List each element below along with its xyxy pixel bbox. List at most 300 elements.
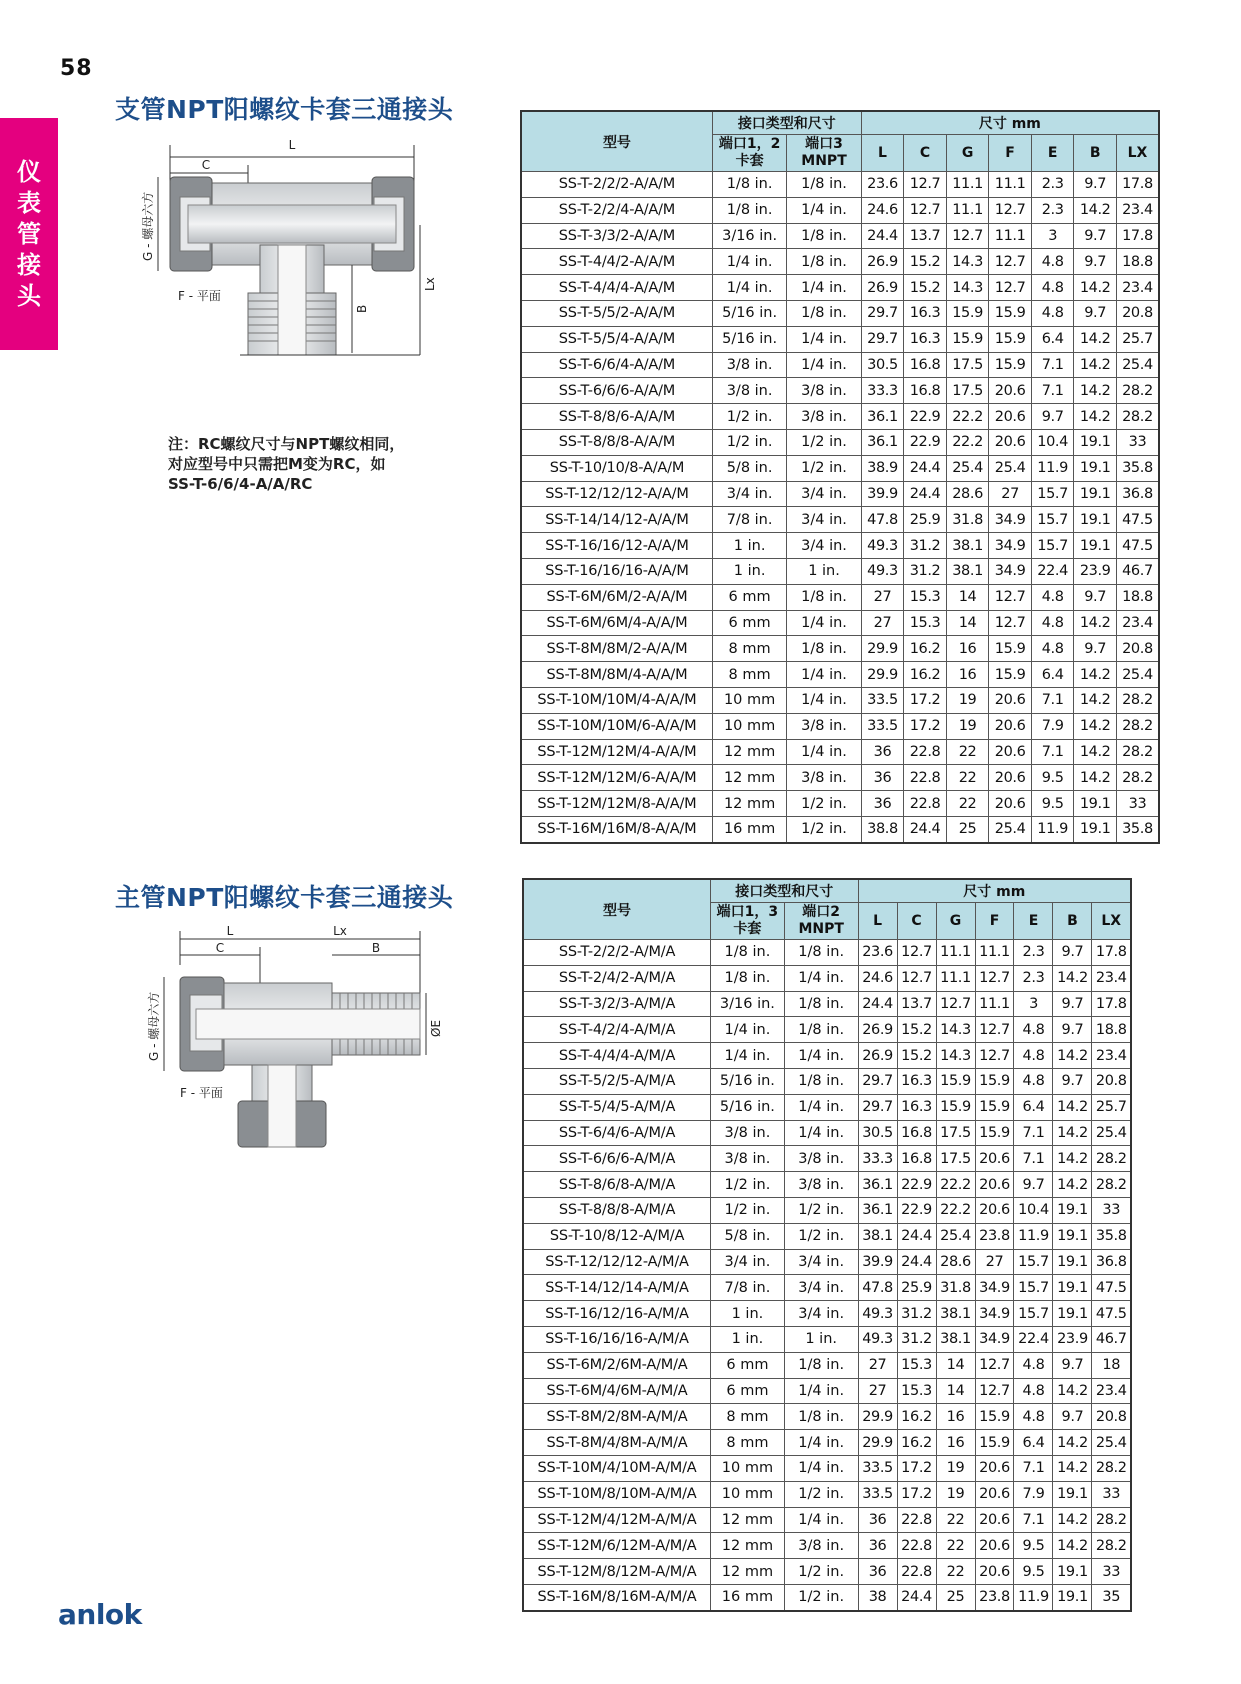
table-row: [521, 687, 1159, 713]
cell-model: SS-T-3/3/2-A/A/M: [521, 223, 712, 249]
cell-dim-c: 15.2: [904, 275, 947, 301]
cell-dim-b: 19.1: [1074, 533, 1117, 559]
cell-dim-l: 38: [858, 1584, 897, 1610]
table-row: [523, 1301, 1131, 1327]
cell-dim-b: 9.7: [1074, 636, 1117, 662]
cell-port-b: 1/2 in.: [784, 1559, 858, 1585]
cell-dim-f: 20.6: [989, 739, 1032, 765]
diagram2-label-F: F - 平面: [180, 1086, 223, 1100]
cell-port-a: 1/8 in.: [712, 197, 786, 223]
cell-port-a: 7/8 in.: [711, 1275, 785, 1301]
brand-logo: anlok: [58, 1598, 142, 1631]
cell-dim-b: 14.2: [1053, 965, 1092, 991]
cell-dim-g: 15.9: [946, 326, 989, 352]
cell-dim-f: 12.7: [975, 1017, 1014, 1043]
cell-dim-e: 9.7: [1014, 1172, 1053, 1198]
table-row: [521, 352, 1159, 378]
cell-port-a: 12 mm: [711, 1533, 785, 1559]
cell-dim-l: 47.8: [858, 1275, 897, 1301]
cell-model: SS-T-12/12/12-A/A/M: [521, 481, 712, 507]
cell-dim-f: 12.7: [989, 275, 1032, 301]
cell-dim-b: 23.9: [1053, 1326, 1092, 1352]
cell-dim-lx: 20.8: [1092, 1404, 1131, 1430]
table-row: [523, 1249, 1131, 1275]
cell-model: SS-T-5/5/4-A/A/M: [521, 326, 712, 352]
cell-dim-e: 10.4: [1014, 1197, 1053, 1223]
cell-dim-l: 27: [858, 1378, 897, 1404]
cell-dim-b: 14.2: [1074, 352, 1117, 378]
cell-dim-l: 27: [861, 610, 904, 636]
cell-dim-f: 11.1: [975, 940, 1014, 966]
cell-dim-l: 36: [858, 1559, 897, 1585]
cell-dim-c: 16.2: [904, 636, 947, 662]
cell-model: SS-T-16/16/16-A/A/M: [521, 558, 712, 584]
cell-dim-c: 22.8: [897, 1559, 936, 1585]
cell-model: SS-T-2/4/2-A/M/A: [523, 965, 711, 991]
cell-dim-lx: 33: [1092, 1197, 1131, 1223]
cell-port-a: 1/2 in.: [712, 429, 786, 455]
cell-dim-c: 17.2: [904, 687, 947, 713]
cell-model: SS-T-4/4/4-A/M/A: [523, 1043, 711, 1069]
cell-dim-f: 20.6: [975, 1172, 1014, 1198]
cell-dim-b: 14.2: [1053, 1146, 1092, 1172]
diagram2-label-G: G - 螺母六方: [147, 991, 161, 1061]
cell-port-b: 3/4 in.: [784, 1275, 858, 1301]
cell-dim-e: 4.8: [1014, 1404, 1053, 1430]
rc-thread-note: 注：RC螺纹尺寸与NPT螺纹相同，对应型号中只需把M变为RC，如SS-T-6/6/4-A/A/RC: [168, 435, 405, 493]
cell-dim-lx: 28.2: [1116, 378, 1159, 404]
cell-dim-e: 7.1: [1031, 352, 1074, 378]
cell-dim-c: 25.9: [897, 1275, 936, 1301]
cell-dim-c: 15.3: [897, 1378, 936, 1404]
header-dim-c: C: [897, 903, 936, 940]
page-number: 58: [60, 56, 93, 81]
cell-dim-c: 31.2: [897, 1301, 936, 1327]
cell-dim-lx: 36.8: [1116, 481, 1159, 507]
cell-model: SS-T-8/8/8-A/A/M: [521, 429, 712, 455]
cell-dim-l: 29.7: [861, 326, 904, 352]
cell-dim-l: 33.3: [858, 1146, 897, 1172]
table-row: [521, 816, 1159, 842]
cell-port-a: 3/8 in.: [712, 378, 786, 404]
cell-port-b: 1/8 in.: [787, 223, 861, 249]
cell-model: SS-T-3/2/3-A/M/A: [523, 991, 711, 1017]
cell-port-a: 3/8 in.: [711, 1146, 785, 1172]
header-dim-lx: LX: [1092, 903, 1131, 940]
cell-dim-lx: 28.2: [1092, 1507, 1131, 1533]
cell-dim-b: 14.2: [1074, 404, 1117, 430]
cell-dim-e: 4.8: [1014, 1043, 1053, 1069]
cell-dim-e: 7.1: [1014, 1507, 1053, 1533]
table-row: [521, 610, 1159, 636]
cell-dim-c: 22.9: [904, 429, 947, 455]
cell-port-b: 1/8 in.: [784, 1017, 858, 1043]
cell-dim-g: 22: [936, 1507, 975, 1533]
cell-model: SS-T-10M/8/10M-A/M/A: [523, 1481, 711, 1507]
cell-dim-f: 25.4: [989, 816, 1032, 842]
cell-dim-g: 31.8: [946, 507, 989, 533]
cell-dim-c: 31.2: [897, 1326, 936, 1352]
diagram2-label-C: C: [215, 941, 225, 955]
cell-dim-l: 36: [861, 739, 904, 765]
cell-port-a: 1/4 in.: [712, 249, 786, 275]
cell-dim-c: 15.2: [897, 1017, 936, 1043]
table-row: [521, 765, 1159, 791]
cell-dim-f: 20.6: [989, 713, 1032, 739]
cell-dim-f: 34.9: [975, 1326, 1014, 1352]
cell-dim-lx: 35.8: [1116, 816, 1159, 842]
cell-model: SS-T-16M/8/16M-A/M/A: [523, 1584, 711, 1610]
cell-dim-c: 24.4: [904, 481, 947, 507]
cell-dim-g: 11.1: [936, 965, 975, 991]
cell-dim-f: 12.7: [989, 584, 1032, 610]
cell-dim-g: 19: [946, 713, 989, 739]
cell-model: SS-T-14/14/12-A/A/M: [521, 507, 712, 533]
cell-dim-f: 20.6: [989, 404, 1032, 430]
cell-dim-b: 14.2: [1074, 713, 1117, 739]
cell-dim-b: 14.2: [1074, 197, 1117, 223]
cell-dim-c: 22.9: [897, 1172, 936, 1198]
cell-dim-e: 10.4: [1031, 429, 1074, 455]
table-row: [521, 739, 1159, 765]
cell-dim-lx: 20.8: [1116, 300, 1159, 326]
cell-model: SS-T-6/6/6-A/A/M: [521, 378, 712, 404]
cell-dim-c: 22.8: [904, 739, 947, 765]
cell-dim-f: 15.9: [975, 1120, 1014, 1146]
cell-dim-b: 14.2: [1074, 662, 1117, 688]
cell-dim-b: 9.7: [1053, 1017, 1092, 1043]
header-port-group: 接口类型和尺寸: [712, 111, 861, 135]
cell-model: SS-T-12M/12M/6-A/A/M: [521, 765, 712, 791]
header-dim-lx: LX: [1116, 135, 1159, 172]
cell-dim-b: 14.2: [1053, 1430, 1092, 1456]
header-dim-group: 尺寸 mm: [858, 879, 1131, 903]
cell-dim-g: 19: [936, 1481, 975, 1507]
cell-port-b: 1/2 in.: [787, 791, 861, 817]
cell-dim-g: 38.1: [946, 533, 989, 559]
cell-port-a: 5/8 in.: [712, 455, 786, 481]
cell-model: SS-T-10M/10M/6-A/A/M: [521, 713, 712, 739]
cell-dim-b: 19.1: [1053, 1249, 1092, 1275]
cell-dim-g: 25.4: [946, 455, 989, 481]
cell-dim-g: 22.2: [946, 404, 989, 430]
cell-dim-g: 19: [946, 687, 989, 713]
cell-dim-c: 15.2: [904, 249, 947, 275]
cell-port-a: 7/8 in.: [712, 507, 786, 533]
cell-port-b: 1/4 in.: [784, 1507, 858, 1533]
cell-dim-lx: 46.7: [1116, 558, 1159, 584]
cell-dim-e: 2.3: [1014, 965, 1053, 991]
cell-dim-lx: 17.8: [1116, 223, 1159, 249]
cell-dim-b: 19.1: [1053, 1481, 1092, 1507]
table-row: [523, 1043, 1131, 1069]
cell-model: SS-T-8M/8M/4-A/A/M: [521, 662, 712, 688]
cell-dim-b: 14.2: [1074, 739, 1117, 765]
table-row: [521, 429, 1159, 455]
cell-dim-e: 15.7: [1014, 1249, 1053, 1275]
cell-port-b: 1 in.: [784, 1326, 858, 1352]
cell-dim-b: 9.7: [1053, 940, 1092, 966]
cell-dim-lx: 17.8: [1092, 991, 1131, 1017]
cell-dim-lx: 28.2: [1092, 1146, 1131, 1172]
cell-dim-f: 20.6: [989, 378, 1032, 404]
cell-port-a: 1/2 in.: [711, 1172, 785, 1198]
cell-dim-l: 33.5: [858, 1455, 897, 1481]
cell-dim-b: 9.7: [1053, 1068, 1092, 1094]
cell-dim-c: 22.9: [904, 404, 947, 430]
cell-dim-e: 11.9: [1014, 1584, 1053, 1610]
cell-dim-lx: 25.4: [1116, 662, 1159, 688]
cell-dim-l: 33.3: [861, 378, 904, 404]
table-row: [523, 1404, 1131, 1430]
diagram2-label-Lx: Lx: [333, 925, 347, 938]
cell-dim-b: 14.2: [1074, 610, 1117, 636]
header-port-b: 端口3 MNPT: [787, 135, 861, 172]
cell-dim-g: 17.5: [936, 1120, 975, 1146]
cell-dim-l: 26.9: [861, 275, 904, 301]
cell-port-a: 5/16 in.: [712, 300, 786, 326]
diagram2-label-E: ØE: [429, 1019, 443, 1037]
cell-dim-l: 38.9: [861, 455, 904, 481]
cell-model: SS-T-6M/6M/4-A/A/M: [521, 610, 712, 636]
side-tab-char: 头: [17, 281, 41, 310]
cell-dim-b: 14.2: [1053, 1533, 1092, 1559]
cell-dim-f: 11.1: [975, 991, 1014, 1017]
cell-dim-g: 14: [936, 1378, 975, 1404]
cell-dim-f: 20.6: [989, 765, 1032, 791]
cell-dim-e: 7.9: [1031, 713, 1074, 739]
header-dim-group: 尺寸 mm: [861, 111, 1159, 135]
cell-dim-b: 23.9: [1074, 558, 1117, 584]
cell-dim-f: 12.7: [989, 249, 1032, 275]
table-row: [523, 1120, 1131, 1146]
table-row: [523, 1146, 1131, 1172]
cell-dim-f: 34.9: [975, 1275, 1014, 1301]
cell-dim-f: 20.6: [975, 1559, 1014, 1585]
cell-port-b: 1/8 in.: [787, 636, 861, 662]
cell-dim-g: 17.5: [936, 1146, 975, 1172]
cell-dim-l: 27: [861, 584, 904, 610]
cell-dim-b: 19.1: [1074, 791, 1117, 817]
cell-port-b: 1/2 in.: [784, 1481, 858, 1507]
cell-port-b: 3/8 in.: [787, 378, 861, 404]
table-row: [521, 558, 1159, 584]
cell-port-a: 12 mm: [712, 791, 786, 817]
table-row: [521, 404, 1159, 430]
cell-dim-c: 16.8: [897, 1146, 936, 1172]
cell-port-a: 8 mm: [712, 636, 786, 662]
cell-dim-b: 19.1: [1053, 1584, 1092, 1610]
cell-dim-g: 17.5: [946, 352, 989, 378]
cell-dim-e: 15.7: [1014, 1275, 1053, 1301]
table-row: [521, 249, 1159, 275]
cell-dim-b: 14.2: [1074, 275, 1117, 301]
cell-model: SS-T-12M/6/12M-A/M/A: [523, 1533, 711, 1559]
cell-dim-e: 9.5: [1014, 1533, 1053, 1559]
cell-port-b: 1/4 in.: [787, 662, 861, 688]
cell-port-a: 1/8 in.: [711, 965, 785, 991]
cell-dim-g: 11.1: [946, 172, 989, 198]
cell-port-a: 10 mm: [711, 1481, 785, 1507]
cell-dim-c: 24.4: [904, 455, 947, 481]
cell-dim-b: 9.7: [1074, 584, 1117, 610]
cell-dim-e: 3: [1031, 223, 1074, 249]
cell-dim-b: 9.7: [1074, 300, 1117, 326]
table-row: [521, 662, 1159, 688]
cell-dim-g: 31.8: [936, 1275, 975, 1301]
cell-port-b: 3/4 in.: [787, 533, 861, 559]
cell-model: SS-T-8/6/8-A/M/A: [523, 1172, 711, 1198]
cell-dim-lx: 33: [1092, 1559, 1131, 1585]
cell-dim-g: 28.6: [936, 1249, 975, 1275]
cell-port-b: 1/2 in.: [784, 1223, 858, 1249]
cell-dim-c: 16.3: [904, 300, 947, 326]
cell-dim-g: 22: [946, 765, 989, 791]
table-row: [521, 197, 1159, 223]
cell-dim-b: 14.2: [1053, 1172, 1092, 1198]
cell-dim-e: 4.8: [1031, 584, 1074, 610]
cell-dim-c: 16.2: [897, 1430, 936, 1456]
cell-model: SS-T-4/4/2-A/A/M: [521, 249, 712, 275]
cell-port-a: 3/4 in.: [712, 481, 786, 507]
cell-model: SS-T-16M/16M/8-A/A/M: [521, 816, 712, 842]
cell-port-a: 12 mm: [712, 765, 786, 791]
cell-dim-l: 29.9: [861, 636, 904, 662]
cell-dim-c: 12.7: [904, 197, 947, 223]
cell-dim-l: 29.9: [858, 1404, 897, 1430]
cell-dim-lx: 28.2: [1116, 404, 1159, 430]
cell-dim-g: 22.2: [936, 1197, 975, 1223]
cell-port-b: 1/8 in.: [784, 1068, 858, 1094]
table-row: [521, 172, 1159, 198]
header-port-a: 端口1，2 卡套: [712, 135, 786, 172]
cell-port-a: 10 mm: [712, 713, 786, 739]
cell-dim-b: 19.1: [1074, 816, 1117, 842]
table-row: [521, 326, 1159, 352]
cell-dim-c: 22.8: [904, 765, 947, 791]
cell-dim-f: 12.7: [989, 197, 1032, 223]
table-row: [521, 275, 1159, 301]
cell-dim-lx: 28.2: [1092, 1455, 1131, 1481]
cell-dim-e: 7.9: [1014, 1481, 1053, 1507]
cell-dim-f: 20.6: [975, 1533, 1014, 1559]
table-row: [523, 1507, 1131, 1533]
cell-port-a: 8 mm: [711, 1430, 785, 1456]
cell-dim-lx: 25.4: [1116, 352, 1159, 378]
cell-dim-e: 11.9: [1031, 816, 1074, 842]
cell-dim-c: 13.7: [904, 223, 947, 249]
cell-dim-c: 12.7: [897, 940, 936, 966]
cell-dim-f: 20.6: [989, 429, 1032, 455]
cell-dim-lx: 17.8: [1116, 172, 1159, 198]
cell-dim-e: 6.4: [1014, 1094, 1053, 1120]
cell-model: SS-T-6M/2/6M-A/M/A: [523, 1352, 711, 1378]
cell-dim-c: 16.8: [897, 1120, 936, 1146]
cell-dim-g: 19: [936, 1455, 975, 1481]
header-dim-e: E: [1014, 903, 1053, 940]
cell-dim-c: 24.4: [897, 1584, 936, 1610]
header-dim-f: F: [975, 903, 1014, 940]
cell-dim-e: 4.8: [1014, 1068, 1053, 1094]
cell-model: SS-T-2/2/2-A/A/M: [521, 172, 712, 198]
cell-dim-c: 22.9: [897, 1197, 936, 1223]
cell-dim-g: 16: [936, 1404, 975, 1430]
cell-dim-c: 22.8: [897, 1507, 936, 1533]
cell-dim-l: 36: [858, 1507, 897, 1533]
cell-port-b: 1/4 in.: [787, 739, 861, 765]
table-row: [523, 940, 1131, 966]
cell-port-b: 1/4 in.: [784, 1378, 858, 1404]
cell-port-b: 1/2 in.: [787, 455, 861, 481]
table-row: [521, 455, 1159, 481]
cell-dim-lx: 28.2: [1092, 1172, 1131, 1198]
cell-dim-lx: 28.2: [1116, 687, 1159, 713]
cell-dim-f: 34.9: [989, 507, 1032, 533]
cell-port-a: 12 mm: [711, 1559, 785, 1585]
cell-dim-f: 20.6: [975, 1146, 1014, 1172]
cell-model: SS-T-6/6/6-A/M/A: [523, 1146, 711, 1172]
cell-dim-c: 16.3: [897, 1068, 936, 1094]
cell-model: SS-T-12M/12M/4-A/A/M: [521, 739, 712, 765]
cell-dim-g: 15.9: [936, 1094, 975, 1120]
cell-port-b: 1/8 in.: [784, 940, 858, 966]
cell-dim-e: 2.3: [1031, 172, 1074, 198]
cell-dim-lx: 25.7: [1092, 1094, 1131, 1120]
section2-title: 主管NPT阳螺纹卡套三通接头: [115, 883, 454, 912]
cell-dim-e: 4.8: [1031, 300, 1074, 326]
cell-dim-f: 11.1: [989, 223, 1032, 249]
cell-port-a: 1 in.: [711, 1301, 785, 1327]
cell-dim-e: 4.8: [1031, 610, 1074, 636]
cell-dim-c: 17.2: [897, 1455, 936, 1481]
cell-dim-l: 29.7: [858, 1094, 897, 1120]
cell-dim-b: 9.7: [1074, 172, 1117, 198]
cell-dim-g: 25.4: [936, 1223, 975, 1249]
table-row: [523, 965, 1131, 991]
cell-dim-c: 22.8: [904, 791, 947, 817]
cell-dim-b: 14.2: [1053, 1455, 1092, 1481]
cell-dim-f: 34.9: [975, 1301, 1014, 1327]
cell-port-a: 12 mm: [712, 739, 786, 765]
cell-model: SS-T-10/8/12-A/M/A: [523, 1223, 711, 1249]
cell-port-a: 6 mm: [711, 1352, 785, 1378]
cell-dim-b: 19.1: [1053, 1301, 1092, 1327]
header-port-a: 端口1，3 卡套: [711, 903, 785, 940]
cell-dim-e: 9.5: [1031, 791, 1074, 817]
cell-dim-e: 9.5: [1031, 765, 1074, 791]
cell-dim-f: 15.9: [989, 636, 1032, 662]
cell-dim-g: 11.1: [936, 940, 975, 966]
table-row: [521, 584, 1159, 610]
cell-model: SS-T-6/4/6-A/M/A: [523, 1120, 711, 1146]
cell-dim-lx: 46.7: [1092, 1326, 1131, 1352]
cell-dim-l: 33.5: [861, 687, 904, 713]
table-row: [521, 713, 1159, 739]
cell-port-a: 1/4 in.: [712, 275, 786, 301]
cell-port-b: 1/2 in.: [787, 816, 861, 842]
cell-dim-lx: 28.2: [1092, 1533, 1131, 1559]
cell-port-a: 1/2 in.: [712, 404, 786, 430]
cell-dim-c: 15.3: [904, 610, 947, 636]
cell-port-b: 3/8 in.: [787, 404, 861, 430]
cell-dim-l: 36: [858, 1533, 897, 1559]
cell-model: SS-T-10M/4/10M-A/M/A: [523, 1455, 711, 1481]
cell-port-b: 3/4 in.: [784, 1301, 858, 1327]
cell-dim-b: 19.1: [1074, 481, 1117, 507]
cell-dim-b: 9.7: [1053, 991, 1092, 1017]
cell-port-b: 1/8 in.: [787, 584, 861, 610]
cell-dim-lx: 35.8: [1092, 1223, 1131, 1249]
